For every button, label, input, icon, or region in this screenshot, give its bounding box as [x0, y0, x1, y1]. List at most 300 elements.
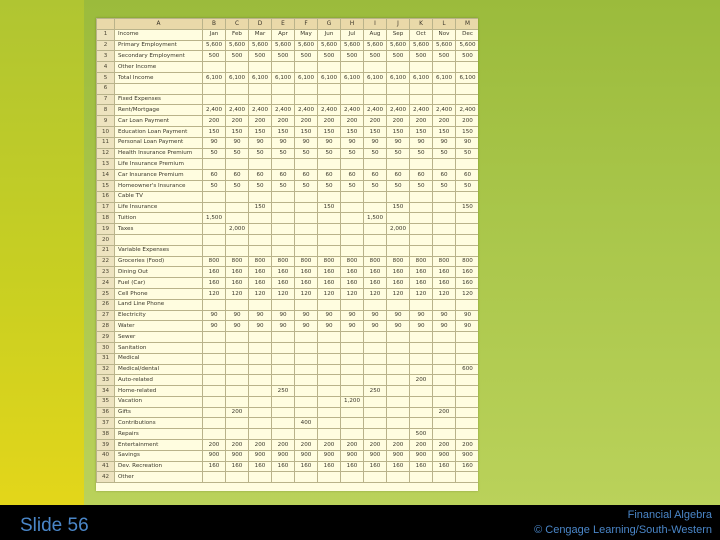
value-cell — [226, 213, 249, 224]
value-cell: 160 — [410, 267, 433, 278]
sheet-row — [97, 332, 479, 343]
row-label: Primary Employment — [115, 40, 203, 51]
sheet-row — [97, 407, 479, 418]
row-number: 1 — [97, 29, 115, 40]
value-cell: 200 — [295, 440, 318, 451]
sheet-row — [97, 342, 479, 353]
value-cell: 5,600 — [272, 40, 295, 51]
column-header: A — [115, 19, 203, 30]
value-cell: 50 — [364, 180, 387, 191]
value-cell: 2,400 — [341, 105, 364, 116]
value-cell: 90 — [364, 310, 387, 321]
value-cell: 200 — [433, 440, 456, 451]
value-cell — [410, 418, 433, 429]
value-cell: 120 — [364, 288, 387, 299]
sheet-row — [97, 159, 479, 170]
row-number: 8 — [97, 105, 115, 116]
value-cell — [249, 213, 272, 224]
row-number: 7 — [97, 94, 115, 105]
sheet-row — [97, 148, 479, 159]
row-label: Cable TV — [115, 191, 203, 202]
sheet-row — [97, 94, 479, 105]
value-cell: 5,600 — [226, 40, 249, 51]
value-cell: 50 — [295, 148, 318, 159]
sheet-row — [97, 440, 479, 451]
value-cell — [387, 353, 410, 364]
row-number: 25 — [97, 288, 115, 299]
value-cell — [364, 353, 387, 364]
value-cell — [295, 429, 318, 440]
row-label: Sewer — [115, 332, 203, 343]
value-cell: 200 — [387, 440, 410, 451]
value-cell — [272, 224, 295, 235]
row-number: 35 — [97, 396, 115, 407]
value-cell: 400 — [295, 418, 318, 429]
value-cell: 200 — [226, 407, 249, 418]
value-cell: 90 — [249, 310, 272, 321]
row-number: 36 — [97, 407, 115, 418]
value-cell: 90 — [226, 321, 249, 332]
value-cell: 90 — [272, 137, 295, 148]
value-cell — [433, 299, 456, 310]
value-cell: 5,600 — [318, 40, 341, 51]
value-cell: 2,400 — [456, 105, 479, 116]
value-cell: 50 — [364, 148, 387, 159]
sheet-row — [97, 202, 479, 213]
value-cell: 200 — [433, 116, 456, 127]
value-cell: 500 — [318, 51, 341, 62]
value-cell — [341, 234, 364, 245]
value-cell — [410, 94, 433, 105]
value-cell: 90 — [272, 310, 295, 321]
row-number: 27 — [97, 310, 115, 321]
sheet-row — [97, 191, 479, 202]
sheet-row — [97, 429, 479, 440]
value-cell — [341, 62, 364, 73]
value-cell — [295, 224, 318, 235]
sheet-row — [97, 83, 479, 94]
value-cell: 2,000 — [226, 224, 249, 235]
sheet-row — [97, 353, 479, 364]
value-cell: 6,100 — [433, 72, 456, 83]
value-cell: 900 — [433, 450, 456, 461]
value-cell — [203, 224, 226, 235]
sheet-row — [97, 256, 479, 267]
value-cell — [341, 375, 364, 386]
value-cell — [295, 396, 318, 407]
value-cell: 120 — [341, 288, 364, 299]
value-cell: 160 — [456, 461, 479, 472]
value-cell: 60 — [226, 170, 249, 181]
value-cell — [456, 159, 479, 170]
value-cell: 200 — [433, 407, 456, 418]
value-cell: 6,100 — [226, 72, 249, 83]
row-label: Repairs — [115, 429, 203, 440]
value-cell: Mar — [249, 29, 272, 40]
value-cell — [249, 234, 272, 245]
footer-bar — [0, 505, 720, 540]
value-cell — [433, 386, 456, 397]
value-cell: 150 — [203, 126, 226, 137]
row-number: 5 — [97, 72, 115, 83]
value-cell — [433, 234, 456, 245]
value-cell: 150 — [364, 126, 387, 137]
row-label: Groceries (Food) — [115, 256, 203, 267]
value-cell: 5,600 — [203, 40, 226, 51]
sheet-row — [97, 137, 479, 148]
sheet-row — [97, 51, 479, 62]
value-cell: 60 — [387, 170, 410, 181]
value-cell: 200 — [203, 116, 226, 127]
value-cell: 200 — [364, 440, 387, 451]
value-cell: 800 — [226, 256, 249, 267]
value-cell — [456, 353, 479, 364]
row-number: 20 — [97, 234, 115, 245]
value-cell: 90 — [203, 321, 226, 332]
value-cell: 200 — [341, 440, 364, 451]
value-cell: 60 — [203, 170, 226, 181]
slide-number: Slide 56 — [20, 515, 89, 536]
sheet-row — [97, 29, 479, 40]
value-cell: 900 — [318, 450, 341, 461]
value-cell: 500 — [410, 51, 433, 62]
value-cell — [341, 83, 364, 94]
value-cell: 160 — [318, 278, 341, 289]
value-cell — [226, 94, 249, 105]
value-cell — [318, 364, 341, 375]
value-cell: 6,100 — [249, 72, 272, 83]
row-label: Savings — [115, 450, 203, 461]
value-cell — [387, 429, 410, 440]
value-cell: 150 — [249, 126, 272, 137]
row-label: Variable Expenses — [115, 245, 203, 256]
value-cell — [272, 353, 295, 364]
value-cell: 50 — [249, 148, 272, 159]
value-cell: 160 — [295, 278, 318, 289]
sheet-row — [97, 245, 479, 256]
value-cell — [410, 299, 433, 310]
sheet-row — [97, 278, 479, 289]
value-cell — [364, 62, 387, 73]
value-cell — [410, 364, 433, 375]
value-cell: 200 — [272, 440, 295, 451]
value-cell — [295, 234, 318, 245]
sheet-row — [97, 375, 479, 386]
value-cell: 500 — [456, 51, 479, 62]
value-cell — [387, 83, 410, 94]
sheet-row — [97, 461, 479, 472]
value-cell — [272, 62, 295, 73]
value-cell — [249, 364, 272, 375]
value-cell — [387, 375, 410, 386]
value-cell: 6,100 — [364, 72, 387, 83]
row-label: Education Loan Payment — [115, 126, 203, 137]
value-cell — [249, 159, 272, 170]
value-cell: 150 — [318, 126, 341, 137]
value-cell — [433, 224, 456, 235]
row-label: Car Loan Payment — [115, 116, 203, 127]
value-cell: 160 — [318, 461, 341, 472]
value-cell — [387, 332, 410, 343]
value-cell — [272, 418, 295, 429]
value-cell: 120 — [410, 288, 433, 299]
value-cell — [226, 364, 249, 375]
value-cell: 6,100 — [387, 72, 410, 83]
value-cell — [249, 418, 272, 429]
value-cell — [318, 213, 341, 224]
value-cell: 200 — [295, 116, 318, 127]
value-cell — [433, 62, 456, 73]
value-cell: 90 — [433, 321, 456, 332]
value-cell — [410, 83, 433, 94]
value-cell: 160 — [364, 267, 387, 278]
value-cell — [341, 213, 364, 224]
value-cell: 500 — [295, 51, 318, 62]
value-cell: 90 — [456, 137, 479, 148]
value-cell: 60 — [433, 170, 456, 181]
row-label: Life Insurance — [115, 202, 203, 213]
value-cell: 60 — [456, 170, 479, 181]
row-number: 4 — [97, 62, 115, 73]
column-header: C — [226, 19, 249, 30]
value-cell: 900 — [203, 450, 226, 461]
value-cell: 90 — [249, 137, 272, 148]
value-cell: 6,100 — [318, 72, 341, 83]
row-number: 30 — [97, 342, 115, 353]
value-cell: 120 — [249, 288, 272, 299]
value-cell: 200 — [226, 440, 249, 451]
value-cell — [387, 213, 410, 224]
value-cell — [226, 191, 249, 202]
sheet-row — [97, 234, 479, 245]
value-cell — [387, 472, 410, 483]
value-cell — [249, 429, 272, 440]
value-cell: 50 — [410, 148, 433, 159]
value-cell: 150 — [433, 126, 456, 137]
value-cell: 120 — [456, 288, 479, 299]
sheet-row — [97, 418, 479, 429]
value-cell — [433, 159, 456, 170]
sheet-row — [97, 386, 479, 397]
value-cell: 200 — [410, 440, 433, 451]
value-cell — [387, 396, 410, 407]
value-cell: 60 — [272, 170, 295, 181]
value-cell — [203, 191, 226, 202]
value-cell: 160 — [272, 267, 295, 278]
column-header: I — [364, 19, 387, 30]
value-cell — [341, 202, 364, 213]
value-cell: 160 — [387, 461, 410, 472]
value-cell: 160 — [203, 278, 226, 289]
value-cell: 90 — [226, 310, 249, 321]
value-cell: 50 — [272, 180, 295, 191]
row-number: 22 — [97, 256, 115, 267]
row-label: Electricity — [115, 310, 203, 321]
value-cell — [272, 94, 295, 105]
credit-title: Financial Algebra — [627, 509, 712, 521]
value-cell: Aug — [364, 29, 387, 40]
value-cell — [341, 364, 364, 375]
column-header: M — [456, 19, 479, 30]
value-cell: 60 — [295, 170, 318, 181]
row-label: Cell Phone — [115, 288, 203, 299]
value-cell — [341, 191, 364, 202]
value-cell: 50 — [433, 180, 456, 191]
value-cell: 200 — [249, 116, 272, 127]
value-cell: 50 — [410, 180, 433, 191]
row-label: Other Income — [115, 62, 203, 73]
value-cell — [272, 407, 295, 418]
value-cell — [456, 342, 479, 353]
value-cell — [203, 375, 226, 386]
value-cell — [387, 407, 410, 418]
value-cell — [272, 213, 295, 224]
row-number: 14 — [97, 170, 115, 181]
value-cell: 500 — [249, 51, 272, 62]
value-cell: 90 — [295, 321, 318, 332]
value-cell: 1,500 — [364, 213, 387, 224]
value-cell: 90 — [249, 321, 272, 332]
value-cell: 200 — [410, 375, 433, 386]
value-cell — [272, 191, 295, 202]
value-cell: May — [295, 29, 318, 40]
value-cell: 900 — [295, 450, 318, 461]
value-cell: 90 — [456, 321, 479, 332]
value-cell — [318, 332, 341, 343]
value-cell: 160 — [249, 461, 272, 472]
row-label: Tuition — [115, 213, 203, 224]
row-label: Home-related — [115, 386, 203, 397]
value-cell — [456, 407, 479, 418]
value-cell — [203, 62, 226, 73]
value-cell: 150 — [295, 126, 318, 137]
value-cell: 50 — [318, 180, 341, 191]
value-cell — [226, 472, 249, 483]
sheet-row — [97, 116, 479, 127]
value-cell: 160 — [341, 267, 364, 278]
value-cell — [341, 342, 364, 353]
value-cell — [203, 245, 226, 256]
value-cell: 500 — [203, 51, 226, 62]
value-cell — [226, 386, 249, 397]
row-label: Entertainment — [115, 440, 203, 451]
row-number: 23 — [97, 267, 115, 278]
value-cell: 50 — [249, 180, 272, 191]
value-cell — [318, 353, 341, 364]
row-number: 2 — [97, 40, 115, 51]
value-cell: 50 — [203, 180, 226, 191]
value-cell — [387, 62, 410, 73]
row-label: Dev. Recreation — [115, 461, 203, 472]
value-cell: 160 — [433, 278, 456, 289]
value-cell — [226, 375, 249, 386]
value-cell — [272, 396, 295, 407]
value-cell — [272, 375, 295, 386]
value-cell — [433, 418, 456, 429]
value-cell — [226, 202, 249, 213]
value-cell: 2,400 — [272, 105, 295, 116]
value-cell — [226, 332, 249, 343]
row-label: Dining Out — [115, 267, 203, 278]
value-cell — [203, 202, 226, 213]
value-cell: 90 — [295, 310, 318, 321]
row-label: Auto-related — [115, 375, 203, 386]
sheet-row — [97, 299, 479, 310]
value-cell — [295, 83, 318, 94]
value-cell — [433, 83, 456, 94]
left-accent-band — [0, 0, 84, 505]
column-header-row — [97, 19, 479, 30]
value-cell: 2,400 — [249, 105, 272, 116]
value-cell: 150 — [226, 126, 249, 137]
value-cell: 6,100 — [410, 72, 433, 83]
value-cell: 500 — [272, 51, 295, 62]
value-cell: 5,600 — [387, 40, 410, 51]
value-cell: 200 — [364, 116, 387, 127]
value-cell: 150 — [341, 126, 364, 137]
value-cell: 5,600 — [341, 40, 364, 51]
value-cell — [295, 191, 318, 202]
value-cell — [341, 472, 364, 483]
sheet-row — [97, 62, 479, 73]
value-cell: 6,100 — [341, 72, 364, 83]
value-cell — [249, 245, 272, 256]
value-cell — [456, 245, 479, 256]
sheet-row — [97, 213, 479, 224]
sheet-row — [97, 310, 479, 321]
value-cell — [272, 83, 295, 94]
value-cell: 90 — [433, 137, 456, 148]
value-cell: 5,600 — [364, 40, 387, 51]
row-number: 3 — [97, 51, 115, 62]
value-cell: 500 — [226, 51, 249, 62]
row-label: Income — [115, 29, 203, 40]
value-cell: 800 — [295, 256, 318, 267]
value-cell — [249, 407, 272, 418]
value-cell: 5,600 — [249, 40, 272, 51]
row-number: 28 — [97, 321, 115, 332]
value-cell: 90 — [410, 137, 433, 148]
value-cell — [249, 332, 272, 343]
column-header: L — [433, 19, 456, 30]
value-cell: 900 — [226, 450, 249, 461]
value-cell: 250 — [364, 386, 387, 397]
value-cell — [433, 94, 456, 105]
value-cell: 50 — [433, 148, 456, 159]
value-cell: 50 — [341, 180, 364, 191]
value-cell — [387, 364, 410, 375]
value-cell — [318, 299, 341, 310]
value-cell — [318, 418, 341, 429]
value-cell: 2,400 — [318, 105, 341, 116]
value-cell — [364, 234, 387, 245]
value-cell — [433, 245, 456, 256]
value-cell — [387, 94, 410, 105]
value-cell: 60 — [341, 170, 364, 181]
column-header: F — [295, 19, 318, 30]
value-cell: Jan — [203, 29, 226, 40]
value-cell — [203, 472, 226, 483]
row-number: 6 — [97, 83, 115, 94]
value-cell: 160 — [364, 278, 387, 289]
value-cell — [249, 224, 272, 235]
row-label: Health Insurance Premium — [115, 148, 203, 159]
value-cell — [272, 202, 295, 213]
value-cell: 90 — [203, 137, 226, 148]
value-cell — [295, 375, 318, 386]
row-label: Rent/Mortgage — [115, 105, 203, 116]
value-cell: 60 — [249, 170, 272, 181]
